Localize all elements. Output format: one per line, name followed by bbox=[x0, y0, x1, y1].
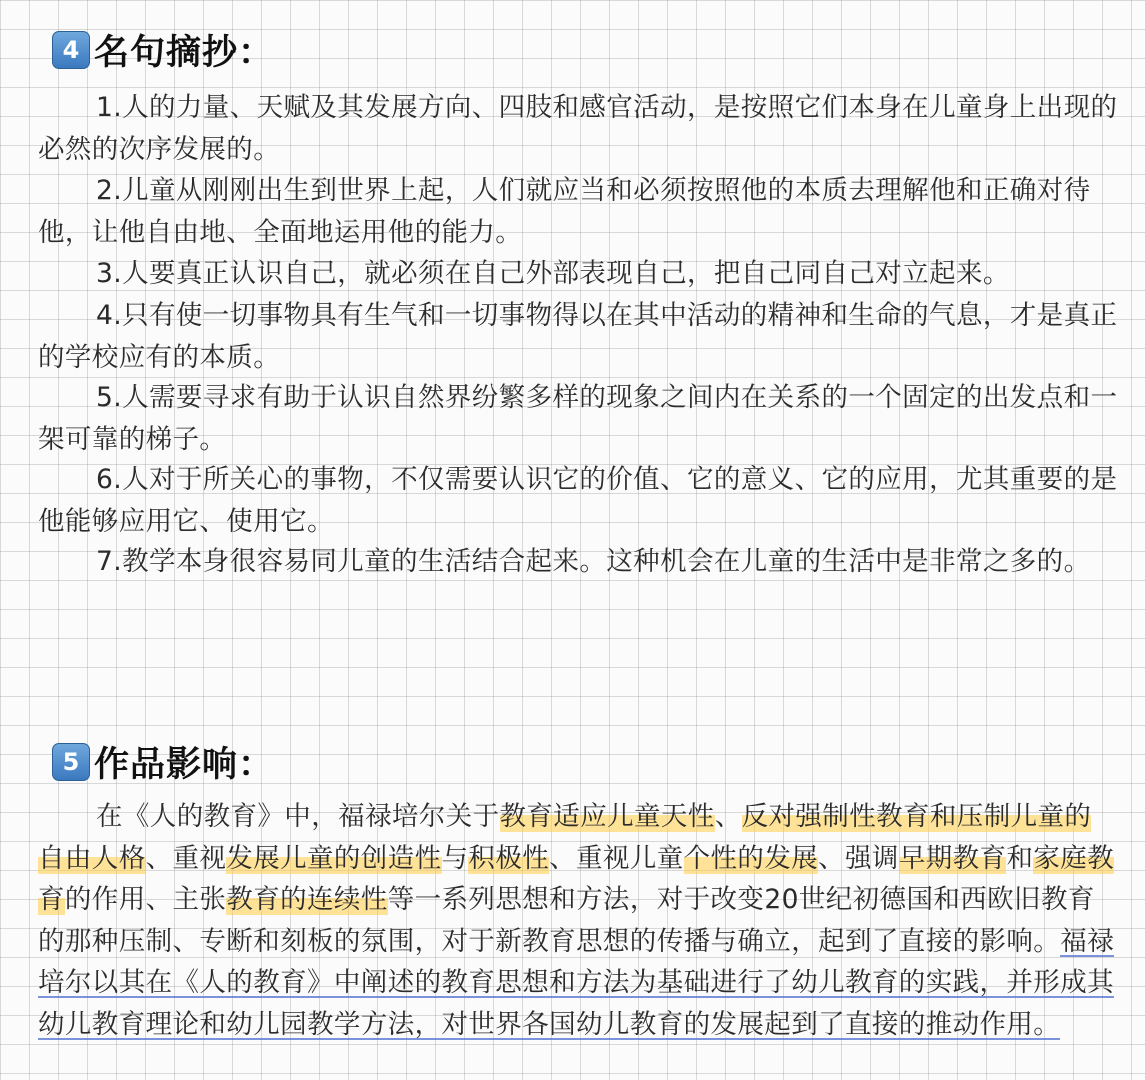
quote-1: 1.人的力量、天赋及其发展方向、四肢和感官活动，是按照它们本身在儿童身上出现的必然的次序发展的。 bbox=[38, 92, 1118, 165]
quote-5: 5.人需要寻求有助于认识自然界纷繁多样的现象之间内在关系的一个固定的出发点和一架可靠的梯子。 bbox=[38, 382, 1118, 455]
text-segment: 、重视 bbox=[145, 842, 227, 874]
quote-2: 2.儿童从刚刚出生到世界上起，人们就应当和必须按照他的本质去理解他和正确对待他，让他自由地、全面地运用他的能力。 bbox=[38, 175, 1091, 248]
highlighted-phrase: 教育的连续性 bbox=[226, 884, 388, 915]
text-segment: 与 bbox=[441, 842, 469, 874]
section-4-title: 名句摘抄： bbox=[94, 33, 275, 73]
section-5-title: 作品影响： bbox=[94, 745, 275, 785]
impact-paragraph bbox=[38, 796, 1118, 1045]
highlighted-phrase: 反对强制性教育和压制儿童的自由人格 bbox=[38, 801, 1092, 874]
highlighted-phrase: 家庭教育 bbox=[38, 842, 1115, 915]
quote-7: 7.教学本身很容易同儿童的生活结合起来。这种机会在儿童的生活中是非常之多的。 bbox=[96, 546, 1091, 577]
number-4-badge-icon: 4 bbox=[52, 31, 90, 69]
section-4-heading bbox=[52, 25, 274, 75]
text-segment: 、强调 bbox=[818, 842, 899, 874]
highlighted-phrase: 教育适应儿童天性 bbox=[499, 801, 715, 832]
quote-6: 6.人对于所关心的事物，不仅需要认识它的价值、它的意义、它的应用，尤其重要的是他能够应用它、使用它。 bbox=[38, 464, 1118, 537]
text-segment: 等一系列思想和方法，对于改变20世纪初德国和西欧旧教育的那种压制、专断和刻板的氛围，对于新教育思想的传播与确立，起到了直接的影响。 bbox=[38, 884, 1095, 957]
highlighted-phrase: 个性的发展 bbox=[683, 842, 819, 874]
text-segment: 、 bbox=[714, 801, 742, 832]
text-segment: 和 bbox=[1006, 842, 1034, 874]
highlighted-phrase: 积极性 bbox=[468, 842, 550, 874]
text-segment: 的作用、主张 bbox=[64, 884, 227, 915]
quote-4: 4.只有使一切事物具有生气和一切事物得以在其中活动的精神和生命的气息，才是真正的学校应有的本质。 bbox=[38, 300, 1118, 373]
quote-3: 3.人要真正认识自己，就必须在自己外部表现自己，把自己同自己对立起来。 bbox=[96, 258, 1010, 289]
highlighted-phrase: 早期教育 bbox=[898, 842, 1007, 874]
underlined-sentence: 福禄培尔以其在《人的教育》中阐述的教育思想和方法为基础进行了幼儿教育的实践，并形成其幼儿教育理论和幼儿园教学方法，对世界各国幼儿教育的发展起到了直接的推动作用。 bbox=[38, 925, 1115, 1040]
text-segment: 在《人的教育》中，福禄培尔关于 bbox=[96, 801, 500, 832]
text-segment: 、重视儿童 bbox=[549, 842, 684, 874]
section-5-heading bbox=[52, 737, 274, 787]
highlighted-phrase: 发展儿童的创造性 bbox=[226, 842, 442, 874]
number-5-badge-icon: 5 bbox=[52, 743, 90, 781]
